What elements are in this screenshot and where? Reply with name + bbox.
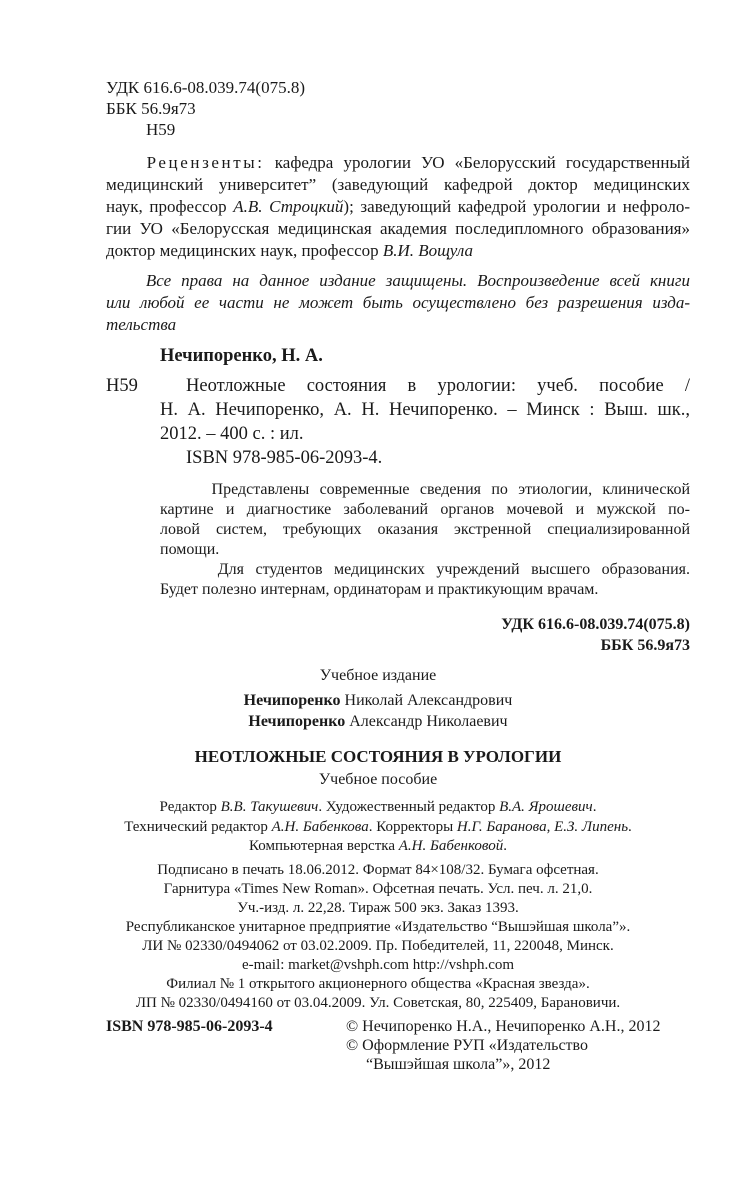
reviewers-line-3: наук, профессор А.В. Строцкий); заведующий кафедрой урологии и нефроло- [106,197,690,216]
reviewers-line-2: медицинский университет” (заведующий кафедрой доктор медицинских [106,175,690,194]
print-info-line: Филиал № 1 открытого акционерного общества «Красная звезда». [166,976,590,992]
bib-line-2: Н. А. Нечипоренко, А. Н. Нечипоренко. – Минск : Выш. шк., [160,400,690,420]
bib-mark: Н59 [106,376,138,396]
bib-line-3: 2012. – 400 с. : ил. [160,424,304,444]
print-info-line: ЛИ № 02330/0494062 от 03.02.2009. Пр. Победителей, 11, 220048, Минск. [142,938,614,954]
udk-bottom: УДК 616.6-08.039.74(075.8) [501,616,690,633]
print-info-line: Подписано в печать 18.06.2012. Формат 84×108/32. Бумага офсетная. [157,862,599,878]
bib-isbn: ISBN 978-985-06-2093-4. [186,448,383,468]
annotation-line: Для студентов медицинских учреждений высшего образования. [217,561,691,578]
rights-line-1: Все права на данное издание защищены. Воспроизведение всей книги [145,271,690,290]
bib-line-1: Неотложные состояния в урологии: учеб. пособие / [186,376,690,396]
bbk-bottom: ББК 56.9я73 [600,637,690,654]
copyright-line-3: “Вышэйшая школа”», 2012 [366,1056,551,1073]
credits-line-2: Технический редактор А.Н. Бабенкова. Корректоры Н.Г. Баранова, Е.З. Липень. [124,819,632,835]
reviewer-name: В.И. Вощула [382,241,473,260]
rights-line-3: тельства [106,315,177,334]
copyright-line-2: © Оформление РУП «Издательство [346,1037,588,1054]
credits-line-3: Компьютерная верстка А.Н. Бабенковой. [249,838,507,854]
isbn-bottom: ISBN 978-985-06-2093-4 [106,1018,273,1035]
print-info-line: Гарнитура «Times New Roman». Офсетная печать. Усл. печ. л. 21,0. [163,881,593,897]
annotation-line: ловой систем, требующих оказания экстренной специализированной [160,521,690,538]
credits-line-1: Редактор В.В. Такушевич. Художественный редактор В.А. Ярошевич. [159,799,597,815]
print-info-line: Уч.-изд. л. 22,28. Тираж 500 экз. Заказ 1393. [237,900,519,916]
author-mark-top: Н59 [146,120,176,139]
bib-author-heading: Нечипоренко, Н. А. [160,346,323,366]
annotation-line: картине и диагностике заболеваний органов мочевой и мужской по- [160,501,690,518]
book-title: НЕОТЛОЖНЫЕ СОСТОЯНИЯ В УРОЛОГИИ [194,747,562,766]
book-subtitle: Учебное пособие [318,771,438,788]
author-line-1: Нечипоренко Николай Александрович [243,692,513,709]
reviewers-label: Рецензенты: [146,153,265,172]
reviewers-line-4: гии УО «Белорусская медицинская академия последипломного образования» [106,219,690,238]
reviewer-name: А.В. Строцкий [233,197,344,216]
rights-line-2: или любой ее части не может быть осуществлено без разрешения изда- [106,293,690,312]
reviewers-line-5: доктор медицинских наук, профессор В.И. Вощула [106,241,473,260]
annotation-line: помощи. [160,541,220,558]
print-info-line: Республиканское унитарное предприятие «Издательство “Вышэйшая школа”». [125,919,631,935]
print-info-line: ЛП № 02330/0494160 от 03.04.2009. Ул. Советская, 80, 225409, Барановичи. [135,995,621,1011]
copyright-line-1: © Нечипоренко Н.А., Нечипоренко А.Н., 2012 [346,1018,661,1035]
print-info-line: e-mail: market@vshph.com http://vshph.com [241,957,515,973]
edition-type: Учебное издание [319,667,437,684]
udk-top: УДК 616.6-08.039.74(075.8) [106,78,305,97]
annotation-line: Будет полезно интернам, ординаторам и практикующим врачам. [160,581,599,598]
bbk-top: ББК 56.9я73 [106,99,196,118]
reviewers-line-1: Рецензенты: кафедра урологии УО «Белорусский государственный [146,153,690,172]
author-line-2: Нечипоренко Александр Николаевич [248,713,508,730]
annotation-line: Представлены современные сведения по этиологии, клинической [211,481,691,498]
